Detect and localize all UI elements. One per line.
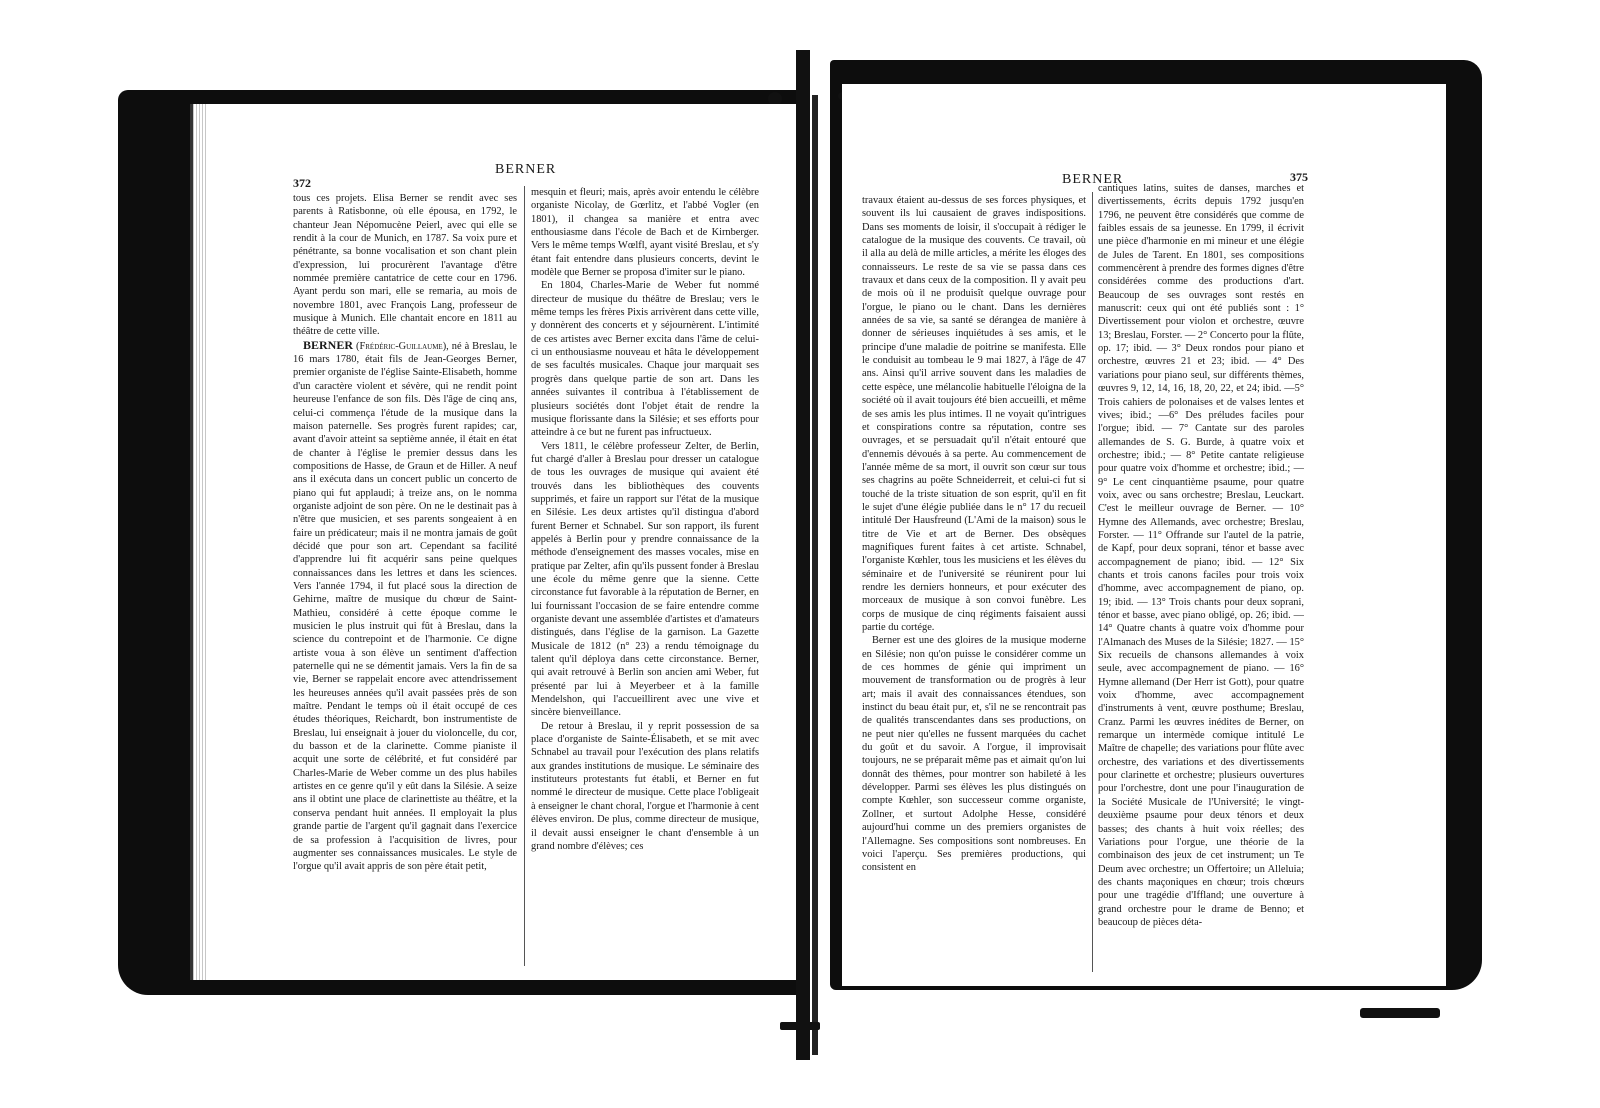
book-gutter	[796, 50, 810, 1060]
right-page	[842, 84, 1446, 986]
paragraph: Berner est une des gloires de la musique moderne en Silésie; non qu'on puisse le considérer comme un de ces hommes de génie qui impriment un mouvement de transformation ou de progrès à leur art; mais il avait des connaissances étendues, son instinct du beau était pur, et, s'il ne se rencontrait pas de qualités transcendantes dans ses productions, on ne peut nier qu'elles ne fussent marquées du cachet du goût et du savoir. A l'orgue, il improvisait toujours, ne se préparait même pas et aimait qu'on lui donnât des thèmes, pour montrer son habileté à les développer. Parmi ses élèves les plus distingués on compte Kœhler, son successeur comme organiste, Zollner, et surtout Adolphe Hesse, considéré aujourd'hui comme un des premiers organistes de l'Allemagne. Ses compositions sont nombreuses. En voici l'aperçu. Ses premières productions, qui consistent en	[862, 635, 1086, 874]
running-head: BERNER	[495, 162, 557, 177]
paragraph: né à Breslau, le 16 mars 1780, était fils de Jean-Georges Berner, premier organiste de l'église Sainte-Elisabeth, homme d'un caractère violent et sévère, qui ne rendit point heureuse l'enfance de son fils. Dès l'âge de cinq ans, celui-ci commença l'étude de la musique dans la maison paternelle. Ses progrès furent rapides; car, avant d'avoir atteint sa septième année, il était en état de chanter à l'église le premier dessus dans les compositions de Hasse, de Graun et de Hiller. A neuf ans il exécuta dans un concert public un concerto de piano qui fut applaudi; à treize ans, on le nomma organiste adjoint de son père. On ne le destinait pas à n'être que musicien, et ses parents songeaient à en faire un prédicateur; mais il ne montra jamais de goût décidé que pour son art. Cependant sa facilité d'apprendre lui fit acquérir sans peine quelques connaissances dans les lettres et dans les sciences. Vers l'année 1794, il fut placé sous la direction de Gehirne, maître de musique du chœur de Saint-Mathieu, considéré à cette époque comme le musicien le plus instruit qui fût à Breslau, dans la science du contrepoint et de l'harmonie. Ce digne artiste voua à son élève un sentiment d'affection paternelle qui ne se démentit jamais. Vers la fin de sa vie, Berner se rappelait encore avec attendrissement les heureuses années qu'il avait passées près de son maître. Pendant le temps où il était occupé de ces études théoriques, Reichardt, bon instrumentiste de Breslau, lui enseignait à jouer du violoncelle, du cor, du basson et de la clarinette. Comme pianiste il acquit une sorte de célébrité, et fut considéré par Charles-Marie de Weber comme un des plus habiles artistes en ce genre qu'il y eût dans la Silésie. A seize ans il obtint une place de clarinettiste au théâtre, et la conserva pendant huit années. Il employait la plus grande partie de l'argent qu'il gagnait dans l'exercice de sa profession à l'acquisition de livres, pour augmenter ses connaissances musicales. Le style de l'orgue qu'il avait appris de son père était petit,	[293, 340, 517, 873]
paragraph: mesquin et fleuri; mais, après avoir entendu le célèbre organiste Nicolay, de Gœrlitz, et l'abbé Vogler (en 1801), il changea sa manière et entra avec enthousiasme dans l'école de Bach et de Kirnberger. Vers le même temps Wœlfl, ayant visité Breslau, et s'y étant fait entendre dans plusieurs concerts, devint le modèle que Berner se proposa d'imiter sur le piano.	[531, 187, 759, 279]
text-column-2	[1098, 182, 1304, 974]
book-gutter-edge	[812, 95, 818, 1055]
paragraph: tous ces projets. Elisa Berner se rendit avec ses parents à Ratisbonne, où elle épousa, en 1792, le chanteur Jean Népomucène Peierl, avec qui elle se rendit à la cour de Munich, en 1787. Sa voix pure et pénétrante, sa bonne vocalisation et son chant plein d'expression, lui procurèrent l'avantage d'être nommée première cantatrice de cette cour en 1796. Ayant perdu son mari, elle se remaria, au mois de novembre 1801, avec François Lang, professeur de musique à Munich. Elle chantait encore en 1811 au théâtre de cette ville.	[293, 193, 517, 338]
running-head: BERNER	[1062, 172, 1124, 187]
scan-speck	[780, 1022, 820, 1030]
text-column-2	[531, 186, 759, 966]
text-column-1	[293, 192, 517, 966]
paragraph: En 1804, Charles-Marie de Weber fut nommé directeur de musique du théâtre de Breslau; vers le même temps les frères Pixis arrivèrent dans cette ville, y donnèrent des concerts et y séjournèrent. L'intimité de ces artistes avec Berner excita dans l'âme de celui-ci un enthousiasme nouveau et hâta le développement de ses facultés musicales. Chaque jour marquait ses progrès dans quelque partie de son art. Dans les années suivantes il contribua à l'établissement de plusieurs sociétés dont l'objet était de rendre la musique florissante dans la Silésie; et ses efforts pour atteindre à ce but ne furent pas infructueux.	[531, 280, 759, 439]
left-page	[190, 104, 796, 980]
entry-headword: BERNER	[303, 337, 354, 352]
entry-given-names: (Frédéric-Guillaume),	[356, 340, 449, 352]
page-number: 375	[1290, 170, 1308, 184]
column-rule	[1092, 192, 1093, 972]
scan-speck	[1360, 1008, 1440, 1018]
paragraph: cantiques latins, suites de danses, marches et divertissements, écrits depuis 1792 jusqu'en 1796, ne peuvent être considérés que comme de faibles essais de sa jeunesse. En 1799, il écrivit une pièce d'harmonie en mi mineur et une élégie de Jules de Tarent. En 1801, ses compositions commencèrent à prendre des formes dignes d'être considérées comme des productions d'art. Beaucoup de ses ouvrages sont restés en manuscrit: ceux qui ont été publiés sont : 1° Divertissement pour violon et orchestre, œuvre 13; Breslau, Forster. — 2° Concerto pour la flûte, op. 17; ibid. — 3° Deux rondos pour piano et orchestre, œuvres 21 et 23; ibid. — 4° Des variations pour piano seul, sur différents thèmes, œuvres 9, 12, 14, 16, 18, 20, 22, et 24; ibid. —5° Trois cahiers de polonaises et de valses lentes et vives; ibid.; —6° Des préludes faciles pour l'orgue; ibid. — 7° Cantate sur des paroles allemandes de S. G. Burde, à quatre voix et orchestre; ibid.; — 8° Petite cantate religieuse pour quatre voix d'homme et orchestre; ibid.; — 9° Le cent cinquantième psaume, pour quatre voix, avec ou sans orchestre; Breslau, Leuckart. C'est le meilleur ouvrage de Berner. — 10° Hymne des Allemands, avec orchestre; Breslau, Forster. — 11° Offrande sur l'autel de la patrie, de Kapf, pour deux soprani, ténor et basse avec accompagnement de piano; ibid. — 12° Six chants et trois canons faciles pour trois voix d'homme, avec accompagnement de piano, op. 19; ibid. — 13° Trois chants pour deux soprani, ténor et basse, avec piano obligé, op. 26; ibid. — 14° Quatre chants à quatre voix d'homme pour l'Almanach des Muses de la Silésie; 1827. — 15° Six recueils de chansons allemandes à voix seule, avec accompagnement de piano. — 16° Hymne allemand (Der Herr ist Gott), pour quatre voix d'homme, avec accompagnement d'instruments à vent, œuvre posthume; Breslau, Cranz. Parmi les œuvres inédites de Berner, on remarque un intermède comique intitulé Le Maître de chapelle; des variations pour flûte avec orchestre, des variations et des divertissements pour clarinette et orchestre; plusieurs ouvertures pour l'orchestre, dont une pour l'inauguration de la Société Musicale de l'Université; le vingt-deuxième psaume pour deux ténors et deux basses; des chants à huit voix réelles; des Variations pour l'orgue, une théorie de la combinaison des jeux de cet instrument; un Te Deum avec orchestre; un Offertoire; un Alleluia; des chants maçoniques en chœur; trois chœurs pour une tragédie d'Iffland; une ouverture à grand orchestre pour le drame de Benno; et beaucoup de pièces déta-	[1098, 183, 1304, 928]
paragraph: Vers 1811, le célèbre professeur Zelter, de Berlin, fut chargé d'aller à Breslau pour dresser un catalogue de tous les ouvrages de musique qui avaient été trouvés dans les bibliothèques des couvents supprimés, et faire un rapport sur l'état de la musique en Silésie. Les deux artistes qu'il distingua d'abord furent Berner et Schnabel. Sur son rapport, ils furent appelés à Berlin pour y prendre connaissance de la méthode d'enseignement des masses vocales, mise en pratique par Zelter, afin qu'ils pussent fonder à Breslau une école du même genre que la sienne. Cette circonstance fut favorable à la réputation de Berner, en lui fournissant l'occasion de se faire entendre comme organiste devant une assemblée d'artistes et d'amateurs distingués, dans l'église de la garnison. La Gazette Musicale de 1812 (n° 23) a rendu témoignage du talent qu'il déploya dans cette circonstance. Berner, qui avait retrouvé à Berlin son ancien ami Weber, fut présenté par lui à Meyerbeer et à la famille Mendelshon, qui l'accueillirent avec une vive et sincère bienveillance.	[531, 440, 759, 719]
dictionary-entry	[293, 339, 517, 874]
page-number: 372	[293, 176, 311, 190]
text-column-1	[862, 194, 1086, 974]
column-rule	[524, 186, 525, 966]
paragraph: De retour à Breslau, il y reprit possession de sa place d'organiste de Sainte-Élisabeth, et se mit avec Schnabel au travail pour l'exécution des plans relatifs aux grandes institutions de musique. Le séminaire des instituteurs protestants fut établi, et Berner en fut nommé le directeur de musique. Cette place l'obligeait à enseigner le chant choral, l'orgue et l'harmonie à cent élèves environ. De plus, comme directeur de musique, il devait aussi enseigner le chant d'ensemble à un grand nombre d'élèves; ces	[531, 720, 759, 852]
paragraph: travaux étaient au-dessus de ses forces physiques, et souvent ils lui causaient de graves indispositions. Dans ses moments de loisir, il s'occupait à rédiger le catalogue de la musique des couvents. Ce travail, où il alla au delà de mille articles, a mérite les éloges des connaisseurs. Le reste de sa vie se passa dans ces travaux et dans ceux de la composition. Il y avait peu de mois où il ne produisît quelque ouvrage pour l'orgue, le piano ou le chant. Dans les dernières années de sa vie, sa santé se dérangea de manière à donner de sérieuses inquiétudes à ses amis, et le principe d'une maladie de poitrine se manifesta. Elle le conduisit au tombeau le 9 mai 1827, à l'âge de 47 ans. Ainsi qu'il arrive souvent dans les maladies de cette espèce, une mélancolie habituelle l'éloigna de la société où il avait toujours été bien accueilli, et même de ses amis les plus intimes. Il ne voyait qu'intrigues et conspirations contre sa réputation, contre ses ouvrages, et se persuadait qu'il n'était entouré que d'ennemis dévoués à sa perte. Au commencement de l'année même de sa mort, il ouvrit son cœur sur tous ses chagrins au poëte Schneiderreit, et celui-ci fut si touché de la triste situation de son esprit, qu'il en fit le sujet d'une élégie publiée dans le n° 17 du recueil intitulé Der Hausfreund (L'Ami de la maison) sous le titre de Vie et art de Berner. Des obsèques magnifiques furent faites à cet artiste. Schnabel, l'organiste Kœhler, tous les musiciens et les élèves du séminaire et de l'université se réunirent pour lui rendre les derniers honneurs, et pour exécuter des morceaux de musique à son convoi funèbre. Les corps de musique de cinq régiments faisaient aussi partie du cortége.	[862, 195, 1086, 633]
